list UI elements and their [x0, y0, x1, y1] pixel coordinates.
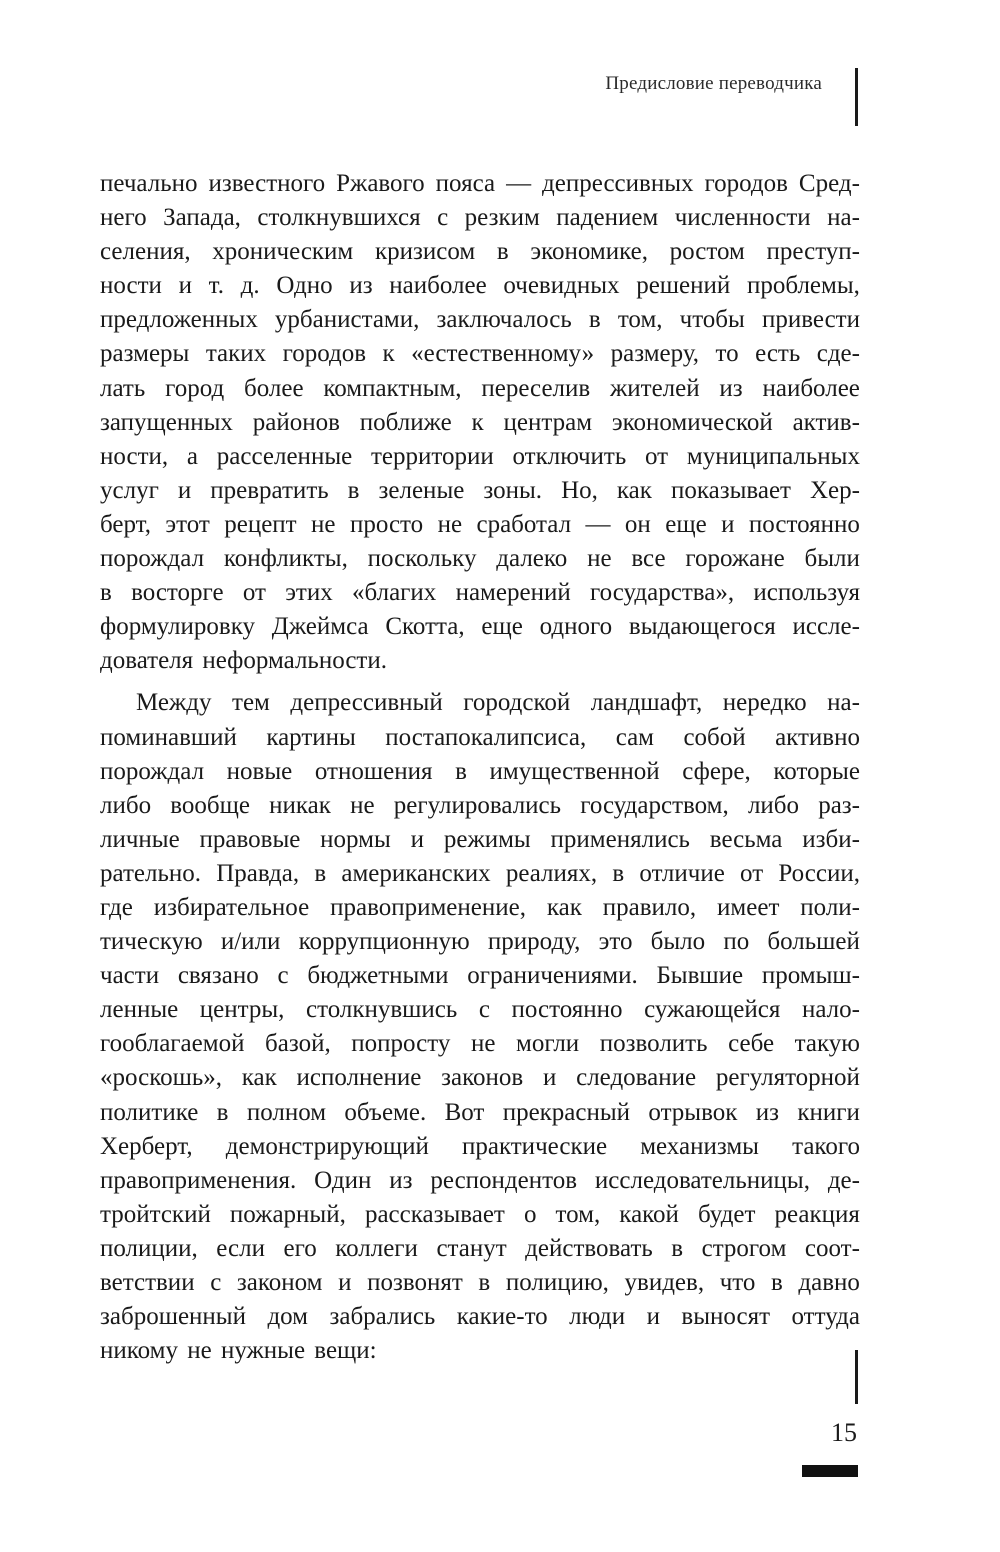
- running-head-title: Предисловие переводчика: [605, 73, 822, 94]
- text-line: либо вообще никак не регулировались государством, либо раз-: [100, 791, 860, 819]
- text-line: поминавший картины постапокалипсиса, сам собой активно: [100, 723, 860, 751]
- text-line: политике в полном объеме. Вот прекрасный отрывок из книги: [100, 1098, 860, 1126]
- text-line: рательно. Правда, в американских реалиях, в отличие от России,: [100, 859, 860, 887]
- text-line: ветствии с законом и позвонят в полицию, увидев, что в давно: [100, 1269, 860, 1296]
- text-line: ности, а расселенные территории отключить от муниципальных: [100, 442, 860, 470]
- text-line: формулировку Джеймса Скотта, еще одного выдающегося иссле-: [100, 613, 860, 641]
- text-line: размеры таких городов к «естественному» размеру, то есть сде-: [100, 340, 860, 368]
- text-line: предложенных урбанистами, заключалось в том, чтобы привести: [100, 306, 860, 334]
- body-text: [100, 167, 860, 1368]
- text-line: в восторге от этих «благих намерений государства», используя: [100, 579, 860, 607]
- text-line: правоприменения. Один из респондентов исследовательницы, де-: [100, 1166, 860, 1194]
- text-line: услуг и превратить в зеленые зоны. Но, как показывает Хер-: [100, 476, 860, 504]
- text-line: Херберт, демонстрирующий практические механизмы такого: [100, 1132, 860, 1160]
- text-line: дователя неформальности.: [100, 647, 387, 675]
- text-line: Между тем депрессивный городской ландшафт, нередко на-: [136, 689, 860, 717]
- text-line: заброшенный дом забрались какие-то люди и выносят оттуда: [100, 1303, 860, 1331]
- text-line: «роскошь», как исполнение законов и следование регуляторной: [100, 1064, 860, 1092]
- text-line: гооблагаемой базой, попросту не могли позволить себе такую: [100, 1030, 860, 1058]
- text-line: тройтский пожарный, рассказывает о том, какой будет реакция: [100, 1200, 860, 1228]
- text-line: селения, хроническим кризисом в экономике, ростом преступ-: [100, 238, 860, 266]
- text-line: части связано с бюджетными ограничениями. Бывшие промыш-: [100, 962, 860, 990]
- text-line: полиции, если его коллеги станут действовать в строгом соот-: [100, 1234, 860, 1262]
- text-line: тическую и/или коррупционную природу, это было по большей: [100, 928, 860, 956]
- text-line: личные правовые нормы и режимы применялись весьма изби-: [100, 825, 860, 853]
- text-line: печально известного Ржавого пояса — депрессивных городов Сред-: [100, 170, 860, 197]
- page-number: 15: [831, 1418, 857, 1447]
- text-line: порождал новые отношения в имущественной сфере, которые: [100, 757, 860, 785]
- text-line: ности и т. д. Одно из наиболее очевидных решений проблемы,: [100, 272, 860, 300]
- text-line: берт, этот рецепт не просто не сработал — он еще и постоянно: [100, 510, 860, 538]
- text-line: лать город более компактным, переселив жителей из наиболее: [100, 374, 860, 402]
- footer-vertical-rule: [855, 1350, 858, 1404]
- header-vertical-rule: [855, 68, 858, 126]
- page-number-bar: [802, 1465, 858, 1477]
- text-line: запущенных районов поближе к центрам экономической актив-: [100, 408, 860, 436]
- text-line: ленные центры, столкнувшись с постоянно сужающейся нало-: [100, 996, 860, 1024]
- text-line: порождал конфликты, поскольку далеко не все горожане были: [100, 545, 860, 573]
- text-line: где избирательное правоприменение, как правило, имеет поли-: [100, 893, 860, 921]
- text-line: него Запада, столкнувшихся с резким падением численности на-: [100, 204, 860, 232]
- text-line: никому не нужные вещи:: [100, 1337, 377, 1365]
